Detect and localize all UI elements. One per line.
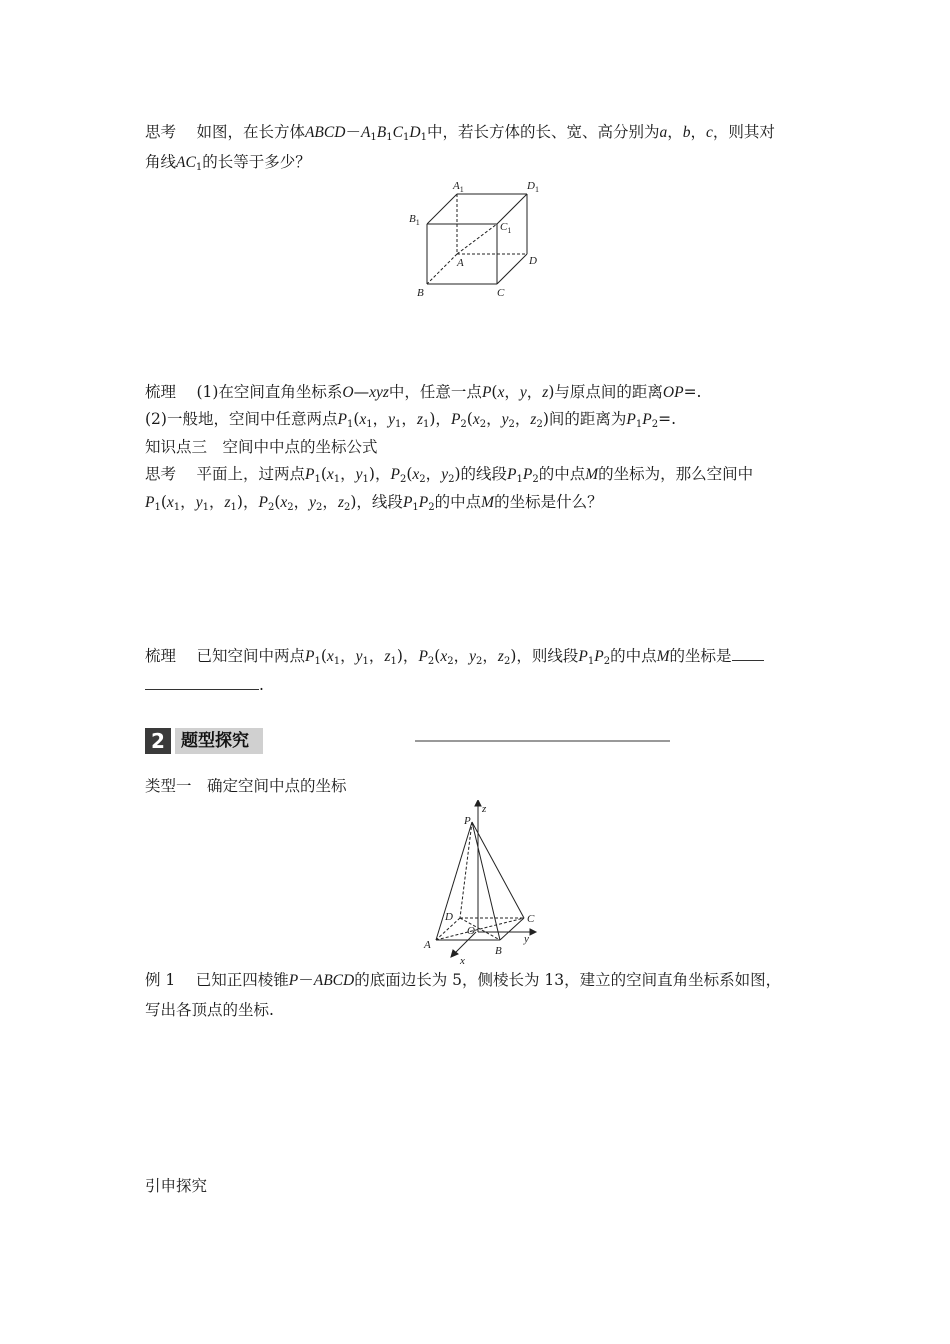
think1-line1: 思考 如图，在长方体$ABCD-A_1B_1C_1D_1$中，若长方体的长、宽、高分别为a，b，c，则其对 <box>145 123 775 143</box>
label-D1: $D_1$ <box>527 180 539 194</box>
label-y-axis: y <box>524 933 529 945</box>
answer-blank[interactable] <box>732 646 764 661</box>
think-label: 思考 <box>145 465 177 483</box>
knowledge-point-3-title: 知识点三 空间中中点的坐标公式 <box>145 438 378 456</box>
section-rule <box>415 740 670 742</box>
label-A: A <box>424 939 431 951</box>
label-B: B <box>495 945 502 957</box>
review1-line2: (2)一般地，空间中任意两点$P_1(x_1$，$y_1$，$z_1$)，$P_2(x_2$，$y_2$，$z_2$)间的距离为$P_1P_2=$. <box>145 410 677 430</box>
think1-line2: 角线$AC_1$的长等于多少？ <box>145 153 311 173</box>
think2-line2: $P_1(x_1$，$y_1$，$z_1$)，$P_2(x_2$，$y_2$，$z_2$)，线段$P_1P_2$的中点M的坐标是什么？ <box>145 493 603 513</box>
review2-line2: . <box>145 675 264 695</box>
example1-line2: 写出各顶点的坐标. <box>145 1001 274 1019</box>
review-label: 梳理 <box>145 647 177 665</box>
type1-title: 类型一 确定空间中点的坐标 <box>145 777 347 795</box>
example1-line1: 例 1 已知正四棱锥P－ABCD的底面边长为 5，侧棱长为 13，建立的空间直角坐标系如图， <box>145 971 782 989</box>
label-B1: $B_1$ <box>409 213 420 227</box>
label-A1: $A_1$ <box>453 180 464 194</box>
label-D: D <box>445 911 453 923</box>
section-title: 题型探究 <box>175 728 263 754</box>
section-number: 2 <box>145 728 171 754</box>
think-label: 思考 <box>145 123 177 141</box>
label-D: D <box>529 255 537 267</box>
label-C: C <box>527 913 535 925</box>
label-O: O <box>467 925 475 937</box>
extension-title: 引申探究 <box>145 1177 208 1195</box>
label-B: B <box>417 287 424 299</box>
label-C: C <box>497 287 505 299</box>
review2-line1: 梳理 已知空间中两点$P_1(x_1$，$y_1$，$z_1$)，$P_2(x_2$，$y_2$，$z_2$)，则线段$P_1P_2$的中点M的坐标是 <box>145 646 764 672</box>
review-label: 梳理 <box>145 383 177 401</box>
label-P: P <box>464 815 471 827</box>
review1-line1: 梳理 (1)在空间直角坐标系O—xyz中，任意一点P(x，y，z)与原点间的距离OP=. <box>145 383 702 401</box>
label-A: A <box>457 257 464 269</box>
section-header <box>145 728 525 754</box>
label-C1: $C_1$ <box>500 221 512 235</box>
example-label: 例 1 <box>145 971 176 989</box>
cuboid-figure <box>405 178 555 303</box>
pyramid-figure <box>420 800 550 965</box>
label-z-axis: z <box>482 803 487 815</box>
label-x-axis: x <box>460 955 465 965</box>
think2-line1: 思考 平面上，过两点$P_1(x_1$，$y_1$)，$P_2(x_2$，$y_2$)的线段$P_1P_2$的中点M的坐标为，那么空间中 <box>145 465 754 485</box>
answer-blank-continued[interactable] <box>145 675 259 690</box>
